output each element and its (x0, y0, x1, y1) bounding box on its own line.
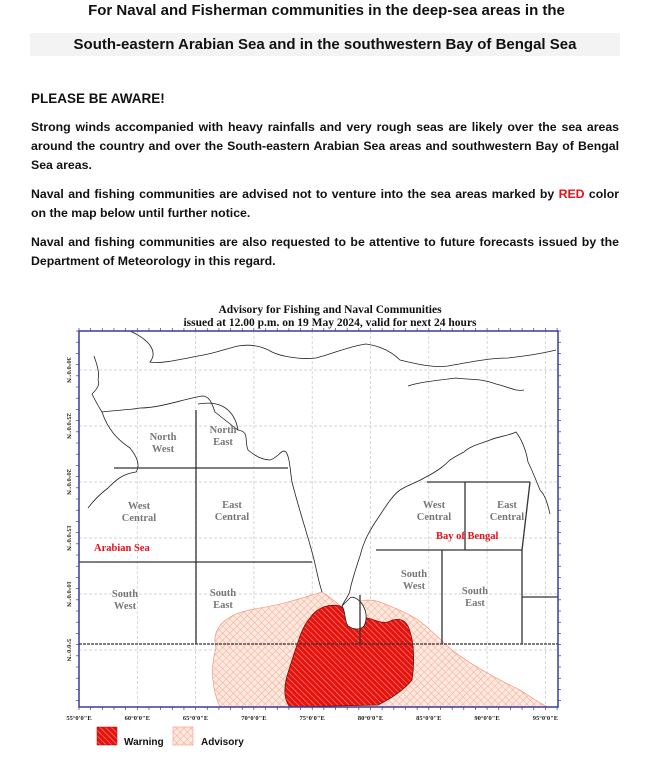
red-keyword: RED (558, 187, 585, 201)
svg-text:North (210, 425, 237, 436)
svg-text:East (213, 600, 233, 611)
latitude-tick-label: 5°0'0"N (65, 638, 72, 662)
label-bob-se-2: East (465, 598, 485, 609)
label-as-ne-2: East (213, 437, 233, 448)
longitude-tick-label: 55°0'0"E (66, 715, 92, 722)
label-as-wc-2: Central (121, 513, 157, 524)
coastlines (88, 331, 556, 629)
label-bob-sw-1: South (400, 569, 428, 580)
label-bob-sw-2: West (402, 581, 426, 592)
arabian-sea-label: Arabian Sea (94, 543, 150, 554)
label-as-se-1: South (209, 588, 237, 599)
label-as-nw-1: North (149, 432, 177, 443)
longitude-tick-label: 85°0'0"E (416, 715, 442, 722)
legend-advisory-swatch (173, 727, 193, 745)
svg-text:West (403, 581, 426, 592)
longitude-labels (66, 715, 558, 722)
label-as-ne-1: North (209, 425, 237, 436)
notice-p2-text-b: color on the map below until further notice. (31, 187, 620, 220)
longitude-tick-label: 65°0'0"E (182, 715, 209, 722)
label-bob-ec-2: Central (489, 512, 525, 523)
bay-of-bengal-label: Bay of Bengal (436, 531, 499, 542)
latitude-tick-label: 20°0'0"N (65, 469, 72, 495)
svg-text:South (462, 586, 488, 597)
header-line-1: For Naval and Fisherman communities in the deep-sea areas in the (88, 2, 565, 19)
svg-text:East (222, 500, 242, 511)
notice-paragraph-1: Strong winds accompanied with heavy rainfalls and very rough seas are likely over the sea areas around the country and over the South-eastern Arabian Sea areas and southwestern Bay of Bengal Sea areas. (31, 120, 619, 172)
svg-text:Central (490, 512, 524, 523)
svg-text:East (213, 437, 233, 448)
label-bob-wc-2: Central (416, 512, 452, 523)
latitude-tick-label: 25°0'0"N (65, 413, 72, 439)
label-as-se-2: East (213, 600, 233, 611)
longitude-tick-label: 75°0'0"E (299, 715, 325, 722)
svg-text:West (128, 501, 151, 512)
svg-text:Central (122, 513, 156, 524)
svg-text:North (150, 432, 177, 443)
svg-text:East (497, 500, 517, 511)
longitude-tick-label: 90°0'0"E (474, 715, 500, 722)
legend-warning-label: Warning (124, 737, 164, 748)
longitude-tick-label: 70°0'0"E (241, 715, 267, 722)
notice-heading: PLEASE BE AWARE! (31, 91, 165, 106)
label-bob-ec-1: East (497, 500, 517, 511)
label-as-ec-1: East (222, 500, 242, 511)
legend-advisory-label: Advisory (201, 737, 244, 748)
svg-text:Central (417, 512, 451, 523)
label-bob-se-1: South (461, 586, 489, 597)
svg-text:Central (215, 512, 249, 523)
label-as-wc-1: West (127, 501, 151, 512)
latitude-tick-label: 10°0'0"N (65, 581, 72, 607)
label-as-ec-2: Central (214, 512, 250, 523)
svg-text:West (152, 444, 175, 455)
svg-text:West (423, 500, 446, 511)
svg-text:West (114, 601, 137, 612)
longitude-tick-label: 95°0'0"E (532, 715, 559, 722)
notice-p2-text-a: Naval and fishing communities are advised not to venture into the sea areas marked by (31, 187, 559, 201)
header-line-2: South-eastern Arabian Sea and in the southwestern Bay of Bengal Sea (30, 33, 620, 56)
longitude-tick-label: 80°0'0"E (357, 715, 384, 722)
label-as-nw-2: West (151, 444, 175, 455)
latitude-labels (65, 357, 72, 661)
label-as-sw-1: South (111, 589, 139, 600)
svg-text:East (465, 598, 485, 609)
map-title: Advisory for Fishing and Naval Communities (218, 304, 442, 316)
svg-text:South (210, 588, 236, 599)
svg-text:South (401, 569, 427, 580)
legend-warning-swatch (97, 727, 117, 745)
notice-paragraph-3: Naval and fishing communities are also requested to be attentive to future forecasts issued by the Department of Meteorology in this regard. (31, 235, 619, 268)
svg-text:South (112, 589, 138, 600)
label-bob-wc-1: West (422, 500, 446, 511)
latitude-tick-label: 15°0'0"N (65, 525, 72, 551)
label-as-sw-2: West (113, 601, 137, 612)
map-subtitle: issued at 12.00 p.m. on 19 May 2024, valid for next 24 hours (183, 317, 477, 329)
latitude-tick-label: 30°0'0"N (65, 357, 72, 383)
longitude-tick-label: 60°0'0"E (124, 715, 150, 722)
